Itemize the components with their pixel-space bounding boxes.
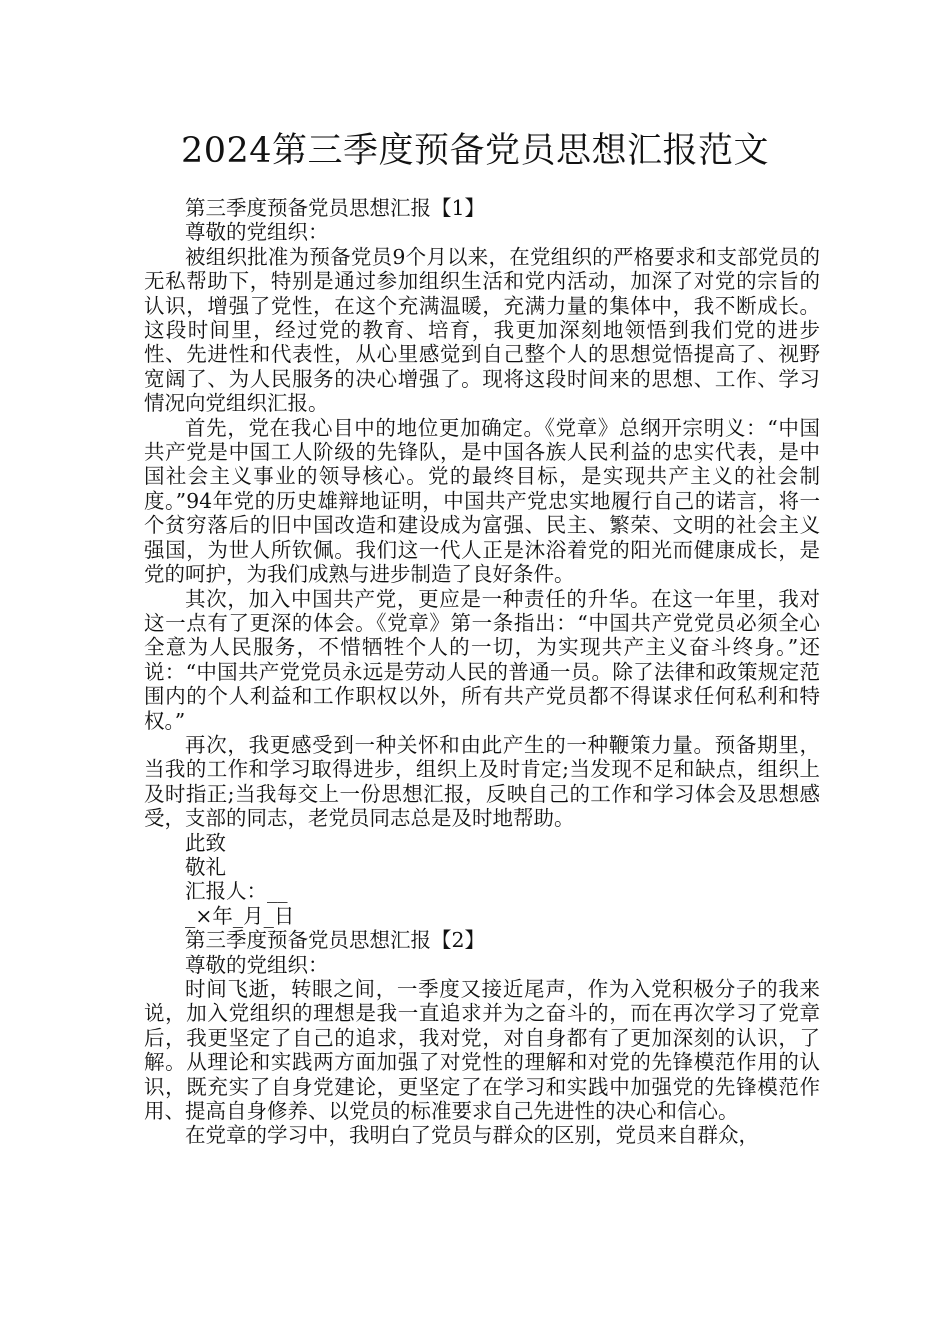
reporter-line: 汇报人：__ <box>185 879 288 904</box>
closing-jingli: 敬礼 <box>185 854 226 879</box>
paragraph-intro-2: 时间飞逝，转眼之间，一季度又接近尾声，作为入党积极分子的我来说，加入党组织的理想是我一直追求并为之奋斗的，而在再次学习了党章后，我更坚定了自己的追求，我对党，对自身都有了更加深刻的认识，了解。从理论和实践两方面加强了对党性的理解和对党的先锋模范作用的认识，既充实了自身党建论，更坚定了在学习和实践中加强党的先锋模范作用、提高自身修养、以党员的标准要求自己先进性的决心和信心。 <box>144 977 820 1124</box>
section-heading-1: 第三季度预备党员思想汇报【1】 <box>185 196 486 220</box>
document-title: 2024第三季度预备党员思想汇报范文 <box>180 131 770 171</box>
paragraph-first: 首先，党在我心目中的地位更加确定。《党章》总纲开宗明义：“中国共产党是中国工人阶级的先锋队，是中国各族人民利益的忠实代表，是中国社会主义事业的领导核心。党的最终目标，是实现共产主义的社会制度。”94年党的历史雄辩地证明，中国共产党忠实地履行自己的诺言，将一个贫穷落后的旧中国改造和建设成为富强、民主、繁荣、文明的社会主义强国，为世人所钦佩。我们这一代人正是沐浴着党的阳光而健康成长，是党的呵护，为我们成熟与进步制造了良好条件。 <box>144 415 820 587</box>
salutation-1: 尊敬的党组织： <box>185 220 329 245</box>
paragraph-party-charter: 在党章的学习中，我明白了党员与群众的区别，党员来自群众， <box>185 1123 759 1148</box>
section-heading-2: 第三季度预备党员思想汇报【2】 <box>185 928 486 953</box>
paragraph-third: 再次，我更感受到一种关怀和由此产生的一种鞭策力量。预备期里，当我的工作和学习取得进步，组织上及时肯定;当发现不足和缺点，组织上及时指正;当我每交上一份思想汇报，反映自己的工作和学习体会及思想感受，支部的同志，老党员同志总是及时地帮助。 <box>144 732 820 831</box>
salutation-2: 尊敬的党组织： <box>185 952 329 977</box>
paragraph-intro-1: 被组织批准为预备党员9个月以来，在党组织的严格要求和支部党员的无私帮助下，特别是通过参加组织生活和党内活动，加深了对党的宗旨的认识，增强了党性，在这个充满温暖，充满力量的集体中，我不断成长。这段时间里，经过党的教育、培育，我更加深刻地领悟到我们党的进步性、先进性和代表性，从心里感觉到自己整个人的思想觉悟提高了、视野宽阔了、为人民服务的决心增强了。现将这段时间来的思想、工作、学习情况向党组织汇报。 <box>144 244 820 416</box>
closing-cizhi: 此致 <box>185 830 226 855</box>
document-body <box>144 196 820 1148</box>
paragraph-second: 其次，加入中国共产党，更应是一种责任的升华。在这一年里，我对这一点有了更深的体会。《党章》第一条指出：“中国共产党党员必须全心全意为人民服务，不惜牺牲个人的一切，为实现共产主义奋斗终身。”还说：“中国共产党党员永远是劳动人民的普通一员。除了法律和政策规定范围内的个人利益和工作职权以外，所有共产党员都不得谋求任何私利和特权。” <box>144 586 820 733</box>
date-line: _×年_月_日 <box>185 903 295 928</box>
